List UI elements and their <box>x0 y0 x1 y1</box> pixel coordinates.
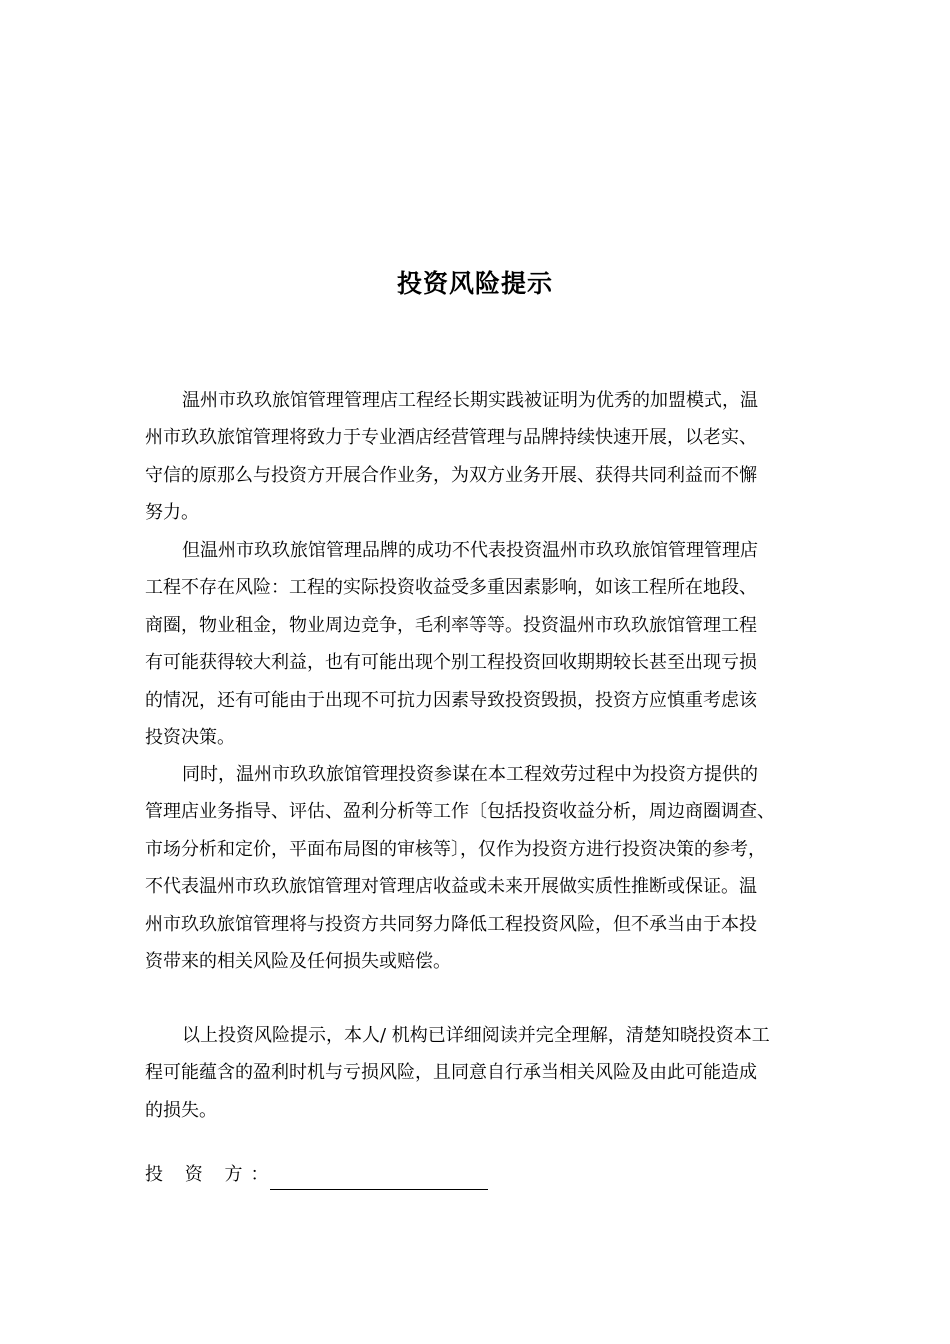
paragraph-line: 但温州市玖玖旅馆管理品牌的成功不代表投资温州市玖玖旅馆管理管理店 <box>182 540 758 561</box>
signature-row <box>145 1160 488 1190</box>
paragraph-line: 温州市玖玖旅馆管理管理店工程经长期实践被证明为优秀的加盟模式，温 <box>182 390 758 411</box>
paragraph-line: 州市玖玖旅馆管理将致力于专业酒店经营管理与品牌持续快速开展，以老实、 <box>145 427 757 449</box>
paragraph-line: 的损失。 <box>145 1099 217 1121</box>
paragraph-line: 程可能蕴含的盈利时机与亏损风险，且同意自行承当相关风险及由此可能造成 <box>145 1062 757 1084</box>
paragraph-line: 有可能获得较大利益，也有可能出现个别工程投资回收期期较长甚至出现亏损 <box>145 652 757 674</box>
paragraph-line: 资带来的相关风险及任何损失或赔偿。 <box>145 950 451 972</box>
paragraph-risk-statement <box>145 532 817 756</box>
paragraph-line: 商圈，物业租金，物业周边竞争，毛利率等等。投资温州市玖玖旅馆管理工程 <box>145 614 757 636</box>
paragraph-acknowledgement <box>145 1017 817 1129</box>
signature-label: 投 资 方： <box>145 1164 277 1185</box>
paragraph-line: 州市玖玖旅馆管理将与投资方共同努力降低工程投资风险，但不承当由于本投 <box>145 913 757 935</box>
paragraph-company-intro <box>145 382 817 532</box>
paragraph-line: 努力。 <box>145 502 199 524</box>
paragraph-line: 投资决策。 <box>145 726 235 748</box>
paragraph-line: 市场分析和定价，平面布局图的审核等〕，仅作为投资方进行投资决策的参考， <box>145 838 766 860</box>
paragraph-line: 守信的原那么与投资方开展合作业务，为双方业务开展、获得共同利益而不懈 <box>145 464 757 486</box>
paragraph-advisory-disclaimer <box>145 756 817 980</box>
paragraph-line: 同时，温州市玖玖旅馆管理投资参谋在本工程效劳过程中为投资方提供的 <box>182 764 758 785</box>
paragraph-line: 不代表温州市玖玖旅馆管理对管理店收益或未来开展做实质性推断或保证。温 <box>145 876 757 898</box>
signature-field[interactable] <box>270 1167 488 1190</box>
paragraph-line: 以上投资风险提示，本人/ 机构已详细阅读并完全理解，清楚知晓投资本工 <box>182 1025 770 1046</box>
paragraph-line: 的情况，还有可能由于出现不可抗力因素导致投资毁损，投资方应慎重考虑该 <box>145 689 757 711</box>
paragraph-line: 管理店业务指导、评估、盈利分析等工作〔包括投资收益分析，周边商圈调查、 <box>145 801 775 823</box>
paragraph-line: 工程不存在风险：工程的实际投资收益受多重因素影响，如该工程所在地段、 <box>145 577 757 599</box>
page-title: 投资风险提示 <box>396 269 553 298</box>
